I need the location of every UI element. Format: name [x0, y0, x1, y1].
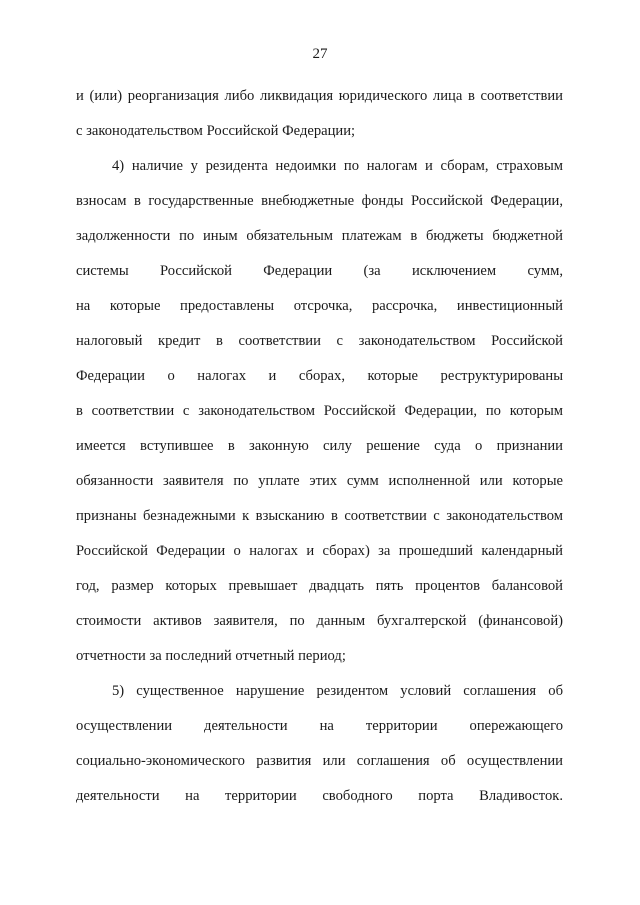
text-line: задолженности по иным обязательным платежам в бюджеты бюджетной — [76, 228, 563, 244]
text-line: системы Российской Федерации (за исключением сумм, — [76, 263, 563, 279]
paragraph-5-start: 5) существенное нарушение резидентом условий соглашения об — [112, 683, 563, 699]
text-line: налоговый кредит в соответствии с законодательством Российской — [76, 333, 563, 349]
text-line: и (или) реорганизация либо ликвидация юридического лица в соответствии — [76, 88, 563, 104]
text-line: стоимости активов заявителя, по данным бухгалтерской (финансовой) — [76, 613, 563, 629]
page-number: 27 — [312, 46, 328, 62]
text-line: отчетности за последний отчетный период; — [76, 648, 346, 664]
paragraph-4-start: 4) наличие у резидента недоимки по налогам и сборам, страховым — [112, 158, 563, 174]
text-line: признаны безнадежными к взысканию в соответствии с законодательством — [76, 508, 563, 524]
text-line: с законодательством Российской Федерации; — [76, 123, 356, 139]
text-line: взносам в государственные внебюджетные фонды Российской Федерации, — [76, 193, 563, 209]
text-line: имеется вступившее в законную силу решение суда о признании — [76, 438, 563, 454]
text-line: деятельности на территории свободного порта Владивосток. — [76, 788, 563, 804]
text-line: год, размер которых превышает двадцать пять процентов балансовой — [76, 578, 563, 594]
text-line: социально-экономического развития или соглашения об осуществлении — [76, 753, 563, 769]
text-line: на которые предоставлены отсрочка, рассрочка, инвестиционный — [76, 298, 563, 314]
text-line: обязанности заявителя по уплате этих сумм исполненной или которые — [76, 473, 563, 489]
text-line: Российской Федерации о налогах и сборах) за прошедший календарный — [76, 543, 563, 559]
text-line: Федерации о налогах и сборах, которые реструктурированы — [76, 368, 563, 384]
text-line: осуществлении деятельности на территории опережающего — [76, 718, 563, 734]
text-line: в соответствии с законодательством Российской Федерации, по которым — [76, 403, 563, 419]
